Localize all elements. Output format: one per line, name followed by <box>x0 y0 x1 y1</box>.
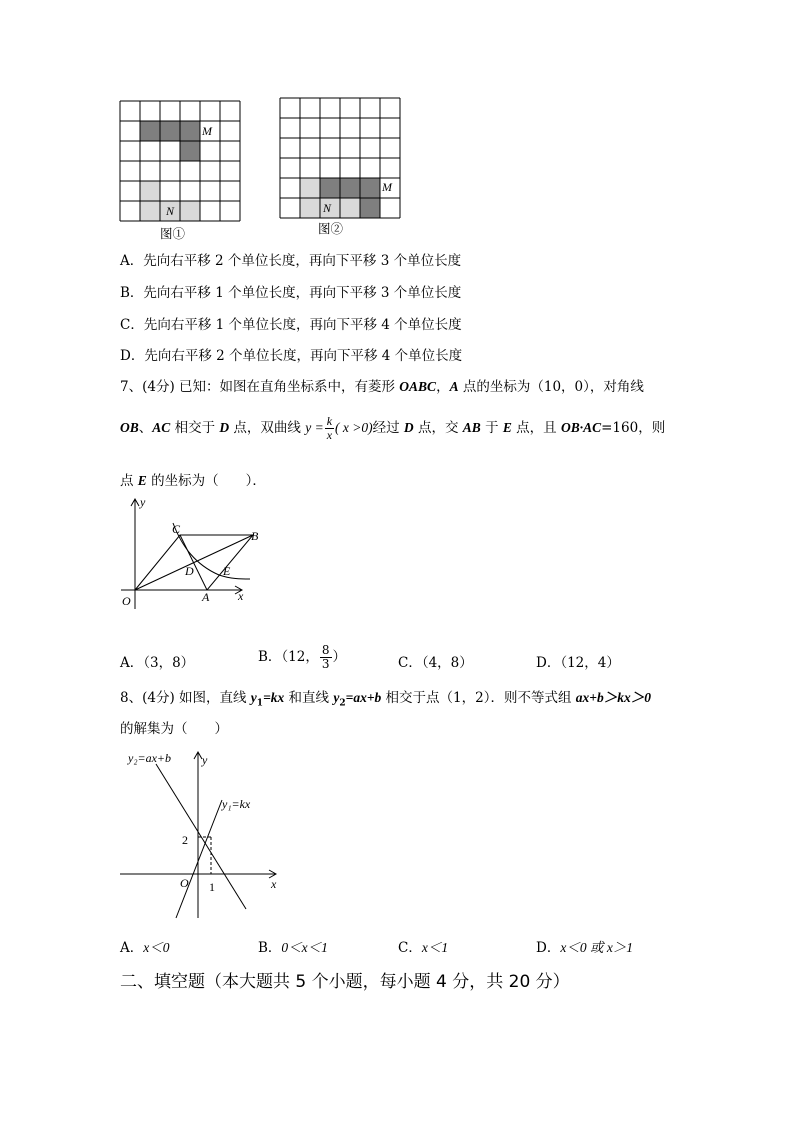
option-text: （4，8） <box>421 655 473 671</box>
shape-m-cell <box>360 198 380 218</box>
option-text: 先向右平移 1 个单位长度，再向下平移 4 个单位长度 <box>143 317 462 333</box>
option-text: ） <box>332 649 346 665</box>
math: E <box>137 473 147 488</box>
q8-option-a[interactable] <box>120 936 170 956</box>
label-e: E <box>223 564 231 578</box>
shape-m-cell <box>340 178 360 198</box>
text: 的坐标为（ ）． <box>146 473 266 489</box>
label-y2-equation: y₂=ax+b <box>128 751 172 765</box>
math: ax+b＞kx＞0 <box>575 690 651 705</box>
option-letter: C． <box>120 317 144 333</box>
label-n: N <box>323 201 332 215</box>
fraction-k-over-x <box>325 415 334 442</box>
shape-m-cell <box>160 121 180 141</box>
option-letter: A． <box>120 655 144 671</box>
math: D <box>403 420 414 435</box>
math: =ax+b <box>345 690 382 705</box>
label-x: x <box>238 589 244 603</box>
option-text: x＜0 或 x＞1 <box>560 940 634 955</box>
text: 点 <box>120 473 138 489</box>
shape-n-cell <box>140 201 160 221</box>
fraction-8-over-3 <box>320 644 332 671</box>
math: =kx <box>263 690 285 705</box>
label-y: y <box>140 495 146 509</box>
label-y: y <box>202 753 208 767</box>
figure-1-grid <box>119 100 241 222</box>
q6-option-d[interactable] <box>120 344 462 364</box>
shape-m-cell <box>180 121 200 141</box>
label-m: M <box>202 124 212 138</box>
shape-n-cell <box>340 198 360 218</box>
option-text: x＜1 <box>421 940 449 955</box>
tick-label-1: 1 <box>209 880 215 894</box>
shape-m-cell <box>360 178 380 198</box>
math: y <box>333 690 340 705</box>
numerator: 8 <box>321 643 330 657</box>
option-letter: B． <box>258 649 282 665</box>
shape-n-cell <box>300 198 320 218</box>
text: 和直线 <box>284 690 334 706</box>
math: ( x >0) <box>335 420 373 435</box>
option-letter: B． <box>258 940 282 956</box>
option-text: 先向右平移 2 个单位长度，再向下平移 4 个单位长度 <box>144 348 463 364</box>
option-letter: B． <box>120 285 144 301</box>
option-text: 先向右平移 1 个单位长度，再向下平移 3 个单位长度 <box>143 285 462 301</box>
math: AB <box>462 420 481 435</box>
label-m: M <box>382 180 392 194</box>
q6-option-b[interactable] <box>120 281 461 301</box>
text: ， <box>436 379 450 395</box>
numerator: k <box>326 414 333 428</box>
q7-option-d[interactable] <box>536 651 620 671</box>
text: 7、(4分) 已知：如图在直角坐标系中，有菱形 <box>120 379 400 395</box>
option-text: x＜0 <box>143 940 170 955</box>
text: 经过 <box>372 420 404 436</box>
q7-option-c[interactable] <box>398 651 473 671</box>
text: 点，且 <box>511 420 561 436</box>
label-a: A <box>202 590 210 604</box>
option-letter: C． <box>398 940 422 956</box>
label-y1-equation: y₁=kx <box>222 797 251 811</box>
q8-option-b[interactable] <box>258 936 328 956</box>
option-text: 先向右平移 2 个单位长度，再向下平移 3 个单位长度 <box>143 253 462 269</box>
math: A <box>449 379 459 394</box>
shape-n-cell <box>300 178 320 198</box>
subscript: 1 <box>256 698 264 709</box>
text: 点，交 <box>413 420 463 436</box>
math: AC <box>152 420 171 435</box>
math: OB·AC <box>560 420 602 435</box>
q8-stem-line-1 <box>120 686 651 709</box>
option-letter: A． <box>120 940 144 956</box>
option-letter: D． <box>536 940 561 956</box>
shape-m-cell <box>140 121 160 141</box>
math: E <box>502 420 512 435</box>
text: 相交于 <box>170 420 220 436</box>
label-d: D <box>185 564 194 578</box>
q7-stem-line-1 <box>120 375 644 395</box>
shape-m-cell <box>180 141 200 161</box>
text: 、 <box>138 420 153 436</box>
text: =160，则 <box>601 420 666 436</box>
math: D <box>219 420 230 435</box>
q7-stem-line-3 <box>120 469 266 489</box>
label-o: O <box>180 876 189 890</box>
q7-option-b[interactable] <box>258 640 346 674</box>
shape-n-cell <box>140 181 160 201</box>
label-n: N <box>166 204 175 218</box>
option-letter: D． <box>536 655 561 671</box>
subscript: 2 <box>339 698 346 709</box>
q6-option-a[interactable] <box>120 249 461 269</box>
label-o: O <box>122 594 131 608</box>
q7-option-a[interactable] <box>120 651 194 671</box>
option-text: （3，8） <box>143 655 195 671</box>
q8-stem-line-2 <box>120 717 228 737</box>
label-b: B <box>251 529 259 543</box>
section-2-heading: 二、填空题（本大题共 5 个小题，每小题 4 分，共 20 分） <box>120 972 570 992</box>
text: 8、(4分) 如图，直线 <box>120 690 251 706</box>
q7-rhombus-figure <box>116 495 266 610</box>
figure-2-grid <box>279 97 401 219</box>
label-x: x <box>271 877 277 891</box>
label-c: C <box>172 522 181 536</box>
figure-1-caption: 图① <box>160 226 186 241</box>
math: y <box>250 690 257 705</box>
denominator: x <box>326 428 333 442</box>
q7-stem-line-2 <box>120 412 665 444</box>
option-text: （12， <box>281 649 319 665</box>
q6-option-c[interactable] <box>120 313 462 333</box>
text: 于 <box>480 420 503 436</box>
math: OB <box>120 420 139 435</box>
shape-n-cell <box>180 201 200 221</box>
q8-option-d[interactable] <box>536 936 633 956</box>
text: 的解集为（ ） <box>120 721 228 737</box>
denominator: 3 <box>321 657 330 671</box>
math: y = <box>305 420 324 435</box>
option-text: （12，4） <box>560 655 620 671</box>
tick-label-2: 2 <box>182 833 188 847</box>
option-letter: D． <box>120 348 145 364</box>
figure-2-caption: 图② <box>318 221 344 236</box>
option-letter: A． <box>120 253 144 269</box>
option-letter: C． <box>398 655 422 671</box>
shape-m-cell <box>320 178 340 198</box>
math: OABC <box>399 379 437 394</box>
diagonal-ac <box>180 535 207 590</box>
option-text: 0＜x＜1 <box>281 940 328 955</box>
q8-option-c[interactable] <box>398 936 448 956</box>
text: 点，双曲线 <box>229 420 306 436</box>
text: 相交于点（1，2）．则不等式组 <box>381 690 576 706</box>
text: 点的坐标为（10，0），对角线 <box>458 379 644 395</box>
q8-lines-figure <box>118 746 283 921</box>
